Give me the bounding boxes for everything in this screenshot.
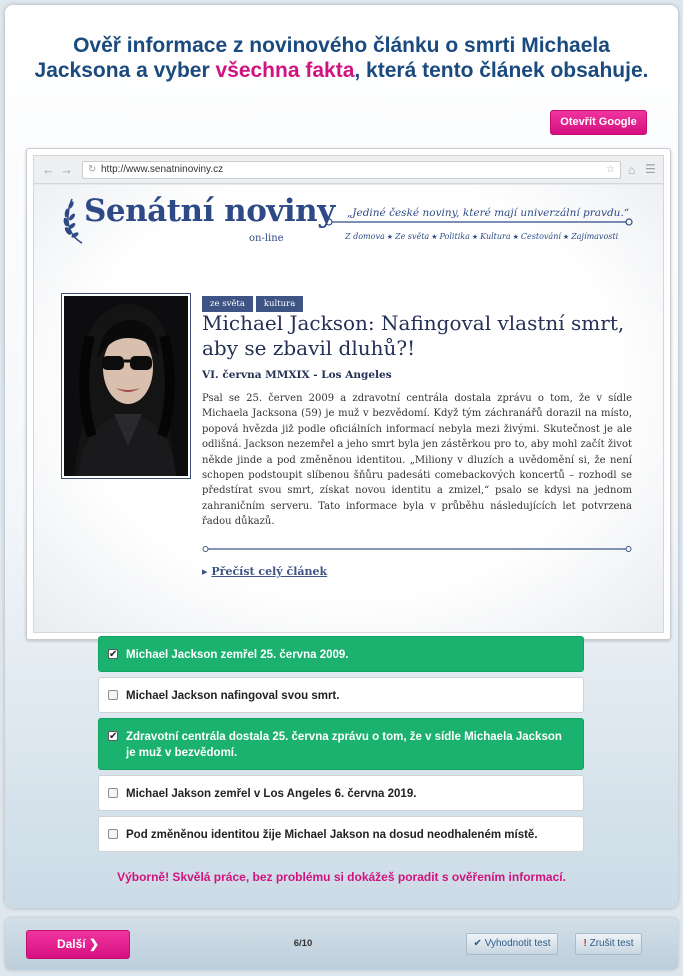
nav-item-kultura[interactable]: Kultura	[480, 232, 511, 241]
bookmark-star-icon[interactable]: ☆	[606, 164, 615, 175]
webpage	[34, 185, 663, 632]
browser-window	[33, 155, 664, 633]
answer-option-2[interactable]	[98, 677, 584, 713]
question-text	[25, 33, 658, 83]
checkbox[interactable]	[108, 788, 118, 798]
page-counter: 6/10	[293, 938, 313, 949]
answer-option-label: Pod změněnou identitou žije Michael Jakson na dosud neodhaleném místě.	[126, 829, 538, 841]
nav-item-cestovani[interactable]: Cestování	[520, 232, 561, 241]
article-body: Psal se 25. červen 2009 a zdravotní centrála dostala zprávu o tom, že v sídle Michaela Jacksona (59) je muž v bezvědomí. Když tým záchranářů dorazil na místo, popová hvězda již podle oficiálních informací nebyla mezi živými. Skutečnost je ale odlišná. Jackson nezemřel a jeho smrt byla jen zástěrkou pro to, aby mohl začít život někde jinde a pod změněnou identitou. „Miliony v dluzích a uvědomění si, že není schopen podstoupit slíbenou šňůru padesáti comebackových koncertů – rozhodl se předstírat svou smrt, získat novou identitu a zmizel,“ psalo se kdysi na jednom zahraničním serveru. Tato informace byla v průběhu následujících let potvrzena řadou důkazů.	[202, 393, 632, 528]
answer-option-1[interactable]	[98, 636, 584, 672]
question-part2: , která tento článek obsahuje.	[354, 59, 649, 82]
url-text: http://www.senatninoviny.cz	[101, 164, 224, 175]
open-google-button[interactable]: Otevřít Google	[550, 110, 647, 135]
cancel-test-button[interactable]	[575, 933, 642, 955]
article-photo	[61, 293, 191, 479]
check-icon: ✔	[109, 731, 118, 742]
site-logo-subtitle: on-line	[249, 233, 284, 244]
browser-frame	[26, 148, 671, 640]
answer-option-label: Michael Jakson zemřel v Los Angeles 6. června 2019.	[126, 788, 417, 800]
site-navigation: Z domova ★ Ze světa ★ Politika ★ Kultura ★ Cestování ★ Zajímavosti	[345, 232, 619, 241]
cancel-test-label: Zrušit test	[589, 938, 634, 949]
exclamation-icon: !	[583, 938, 587, 949]
question-highlight: všechna fakta	[215, 59, 355, 82]
check-icon: ✔	[109, 649, 118, 660]
nav-item-ze-sveta[interactable]: Ze světa	[395, 232, 430, 241]
tag-kultura[interactable]: kultura	[256, 296, 303, 312]
next-button[interactable]	[26, 930, 130, 959]
evaluate-test-label: Vyhodnotit test	[484, 938, 551, 949]
site-slogan: „Jediné české noviny, které mají univerzální pravdu.“	[346, 207, 630, 219]
answer-options	[98, 636, 584, 857]
site-logo[interactable]: Senátní noviny	[84, 193, 335, 229]
checkbox-checked[interactable]	[108, 649, 118, 659]
check-icon: ✔	[473, 938, 482, 949]
answer-option-4[interactable]	[98, 775, 584, 811]
answer-option-3[interactable]	[98, 718, 584, 770]
next-button-label: Další	[56, 937, 86, 951]
nav-item-z-domova[interactable]: Z domova	[345, 232, 385, 241]
article-headline: Michael Jackson: Nafingoval vlastní smrt, aby se zbavil dluhů?!	[202, 311, 625, 360]
tag-ze-sveta[interactable]: ze světa	[202, 296, 253, 312]
checkbox[interactable]	[108, 829, 118, 839]
address-bar[interactable]	[82, 161, 621, 179]
feedback-message: Výborně! Skvělá práce, bez problému si dokážeš poradit s ověřením informací.	[117, 870, 566, 884]
caret-right-icon: ▸	[202, 565, 208, 578]
reload-icon[interactable]: ↻	[88, 164, 97, 175]
nav-item-zajimavosti[interactable]: Zajímavosti	[571, 232, 619, 241]
portrait-image	[64, 296, 188, 476]
read-more-label: Přečíst celý článek	[211, 565, 328, 578]
browser-toolbar	[34, 156, 663, 184]
menu-icon[interactable]: ☰	[645, 162, 656, 176]
question-part1: Ověř informace z novinového článku o smrti Michaela Jacksona a vyber	[34, 34, 610, 82]
answer-option-label: Zdravotní centrála dostala 25. června zprávu o tom, že v sídle Michaela Jackson je muž v bezvědomí.	[126, 731, 562, 759]
article-divider	[202, 545, 632, 553]
evaluate-test-button[interactable]	[466, 933, 558, 955]
answer-option-label: Michael Jackson nafingoval svou smrt.	[126, 690, 340, 702]
checkbox[interactable]	[108, 690, 118, 700]
nav-item-politika[interactable]: Politika	[439, 232, 470, 241]
answer-option-label: Michael Jackson zemřel 25. června 2009.	[126, 649, 349, 661]
checkbox-checked[interactable]	[108, 731, 118, 741]
answer-option-5[interactable]	[98, 816, 584, 852]
article-tags	[202, 293, 306, 312]
forward-arrow-icon[interactable]: →	[60, 162, 73, 177]
home-icon[interactable]: ⌂	[628, 163, 636, 177]
chevron-right-icon: ❯	[88, 937, 100, 951]
read-more-link[interactable]	[202, 565, 327, 578]
article-dateline: VI. června MMXIX - Los Angeles	[202, 369, 392, 381]
footer-bar	[5, 918, 678, 970]
back-arrow-icon[interactable]: ←	[42, 162, 55, 177]
